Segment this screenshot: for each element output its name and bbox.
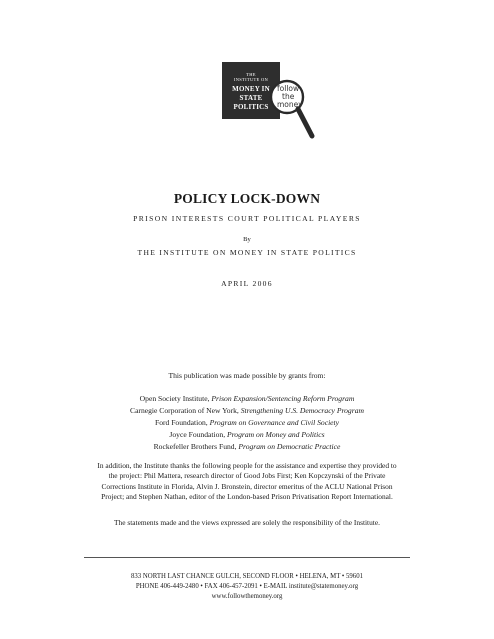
footer-address: 833 NORTH LAST CHANCE GULCH, SECOND FLOOR • HELENA, MT • 59601 <box>131 573 363 580</box>
grants-intro: This publication was made possible by grants from: <box>168 371 326 380</box>
grant-program: Program on Money and Politics <box>227 430 325 439</box>
acknowledgements: In addition, the Institute thanks the following people for the assistance and expertise they provided to the project: Phil Mattera, research director of Good Jobs First; Ken Kopczynski of the Private Corrections Institute in Florida, Alvin J. Bronstein, director emeritus of the ACLU National Prison Project; and Stephen Nathan, editor of the London-based Prison Privatisation Report International. <box>97 461 397 502</box>
grant-line <box>0 441 494 454</box>
lens-text-money: money <box>277 100 303 109</box>
grant-org: Carnegie Corporation of New York, <box>130 406 241 415</box>
grant-org: Ford Foundation, <box>154 418 210 427</box>
footer-contact: PHONE 406-449-2480 • FAX 406-457-2091 • E-MAIL institute@statemoney.org <box>135 583 359 590</box>
grant-program: Prison Expansion/Sentencing Reform Program <box>211 394 355 403</box>
grant-program: Program on Governance and Civil Society <box>209 418 340 427</box>
grant-org: Rockefeller Brothers Fund, <box>153 442 239 451</box>
logo-line-2: INSTITUTE ON <box>233 77 269 82</box>
lens-text-the: the <box>282 92 295 101</box>
grant-line <box>0 417 494 430</box>
logo-line-1: THE <box>246 72 256 77</box>
byline-label: By <box>243 236 251 243</box>
document-subtitle: PRISON INTERESTS COURT POLITICAL PLAYERS <box>133 214 361 223</box>
grant-line <box>0 429 494 442</box>
footer-website[interactable]: www.followthemoney.org <box>211 593 283 600</box>
logo-line-4: STATE <box>239 94 263 102</box>
publication-date: APRIL 2006 <box>221 279 273 288</box>
logo-line-5: POLITICS <box>233 103 269 111</box>
grant-org: Open Society Institute, <box>139 394 212 403</box>
grant-program: Strengthening U.S. Democracy Program <box>240 406 364 415</box>
lens-text-follow: follow <box>277 84 300 93</box>
author: THE INSTITUTE ON MONEY IN STATE POLITICS <box>137 248 357 257</box>
logo-line-3: MONEY IN <box>232 85 270 93</box>
responsibility-statement: The statements made and the views expressed are solely the responsibility of the Institute. <box>114 518 380 527</box>
grant-line <box>0 405 494 418</box>
grant-line <box>0 393 494 406</box>
grant-org: Joyce Foundation, <box>169 430 227 439</box>
grant-program: Program on Democratic Practice <box>238 442 341 451</box>
document-title: POLICY LOCK-DOWN <box>173 191 321 206</box>
footer-divider <box>84 557 410 558</box>
institute-logo <box>222 62 318 142</box>
